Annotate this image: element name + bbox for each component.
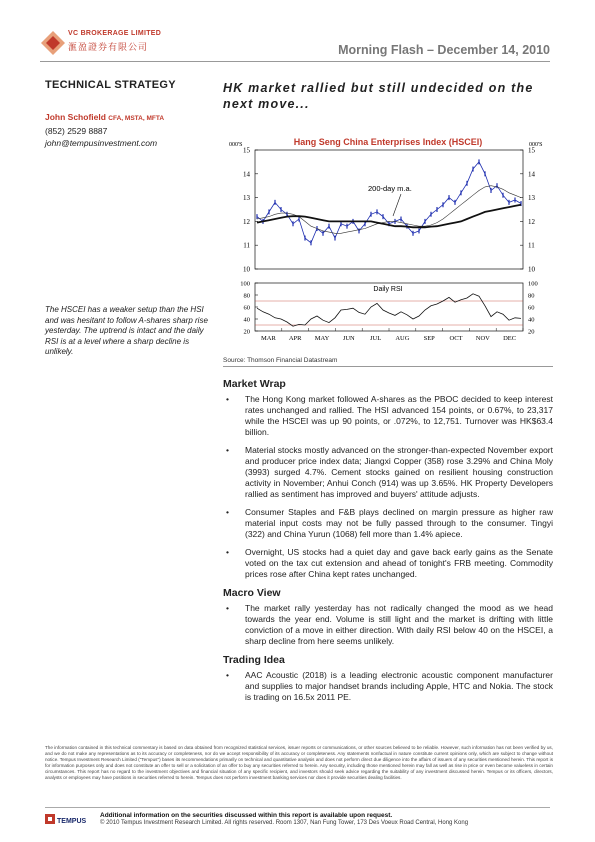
y-tick-label-right: 13 bbox=[528, 194, 535, 203]
rsi-tick-label-right: 80 bbox=[528, 292, 535, 300]
y-tick-label-left: 13 bbox=[243, 194, 250, 203]
headline: HK market rallied but still undecided on the next move... bbox=[223, 81, 534, 111]
tempus-logo-icon bbox=[45, 812, 95, 828]
y-tick-label-left: 12 bbox=[243, 217, 250, 226]
header-divider bbox=[40, 61, 550, 62]
y-tick-label-left: 14 bbox=[243, 170, 250, 179]
author-name: John Schofield bbox=[45, 112, 106, 122]
list-item: • Material stocks mostly advanced on the stronger-than-expected November export and producer price index data; Jiangxi Copper (358) rose 3.29% and China Moly (3993) surged 4.7%. Cement stocks gained on resilient housing construction activity in November; Anhui Conch (914) was up 3.65%. HK Property Developers rallied as sentiment has improved and buyers' attitude adjusts. bbox=[223, 445, 553, 500]
chart-source: Source: Thomson Financial Datastream bbox=[223, 357, 338, 364]
y-tick-label-right: 14 bbox=[528, 170, 535, 179]
footer-divider bbox=[45, 807, 550, 808]
chart-title: Hang Seng China Enterprises Index (HSCEI) bbox=[293, 137, 483, 147]
ma-annotation: 200-day m.a. bbox=[368, 184, 412, 193]
rsi-tick-label-left: 80 bbox=[243, 292, 250, 300]
company-logo bbox=[40, 28, 162, 58]
rsi-tick-label-right: 40 bbox=[528, 316, 535, 324]
source-divider bbox=[223, 366, 553, 367]
author-credentials: CFA, MSTA, MFTA bbox=[108, 115, 165, 122]
company-name: VC BROKERAGE LIMITED bbox=[68, 30, 162, 37]
footer-note: Additional information on the securities discussed within this report is available upon request. bbox=[100, 812, 393, 819]
company-name-cn: 滙盈證券有限公司 bbox=[68, 42, 149, 52]
list-item: • The market rally yesterday has not radically changed the mood as we head towards the year end. Volume is still light and the market is drifting with little conviction of a move in either direction. With daily RSI below 40 on the HSCEI, a sharp decline from here seems unlikely. bbox=[223, 603, 553, 647]
author-block bbox=[45, 111, 164, 149]
rsi-tick-label-right: 20 bbox=[528, 328, 535, 336]
rsi-tick-label-left: 100 bbox=[240, 280, 250, 288]
y-tick-label-left: 15 bbox=[243, 146, 250, 155]
y-tick-label-right: 15 bbox=[528, 146, 535, 155]
rsi-tick-label-left: 60 bbox=[243, 304, 250, 312]
month-label: JUN bbox=[342, 335, 355, 342]
tempus-logo-text: TEMPUS bbox=[57, 818, 87, 825]
market-wrap-list bbox=[223, 394, 553, 580]
rsi-tick-label-left: 20 bbox=[243, 328, 250, 336]
y-tick-label-left: 11 bbox=[243, 241, 250, 250]
y-tick-label-right: 12 bbox=[528, 217, 535, 226]
rsi-label: Daily RSI bbox=[373, 286, 403, 293]
list-item: • Consumer Staples and F&B plays declined on margin pressure as higher raw material input costs may not be fully passed through to the consumer. Tingyi (322) and China Yurun (1068) fell more than 1.4% apiece. bbox=[223, 507, 553, 540]
author-email[interactable]: john@tempusinvestment.com bbox=[45, 138, 158, 148]
month-label: APR bbox=[288, 335, 302, 342]
market-wrap-heading: Market Wrap bbox=[223, 378, 286, 390]
month-label: NOV bbox=[475, 335, 490, 342]
hscei-chart bbox=[223, 133, 553, 353]
trading-idea-list bbox=[223, 670, 553, 703]
list-item: • AAC Acoustic (2018) is a leading electronic acoustic component manufacturer and supplies to major handset brands including Apple, HTC and Nokia. The stock is trading on 16.5x 2011 PE. bbox=[223, 670, 553, 703]
chart-svg bbox=[223, 133, 553, 353]
rsi-line bbox=[257, 294, 521, 326]
author-phone: (852) 2529 8887 bbox=[45, 126, 108, 136]
main-content bbox=[223, 378, 553, 710]
y-unit-left: 000'S bbox=[229, 142, 243, 148]
y-tick-label-right: 10 bbox=[528, 265, 535, 274]
list-item: • Overnight, US stocks had a quiet day and gave back early gains as the Senate voted on the tax cut extension and ahead of tonight's FRB meeting. Commodity prices rose after China kept rates unchanged. bbox=[223, 547, 553, 580]
trading-idea-heading: Trading Idea bbox=[223, 654, 285, 666]
price-panel-frame bbox=[255, 150, 523, 269]
list-item: • The Hong Kong market followed A-shares as the PBOC decided to keep interest rates unchanged and rallied. The HSI advanced 154 points, or 0.67%, to 23,317 while the HSCEI was up 90 points, or .072%, to 12,751. Turnover was HK$63.4 billion. bbox=[223, 394, 553, 438]
month-label: JUL bbox=[369, 335, 382, 342]
month-label: SEP bbox=[423, 335, 435, 342]
y-tick-label-right: 11 bbox=[528, 241, 535, 250]
rsi-tick-label-right: 60 bbox=[528, 304, 535, 312]
macro-view-heading: Macro View bbox=[223, 587, 281, 599]
month-label: OCT bbox=[449, 335, 463, 342]
sidebar-note: The HSCEI has a weaker setup than the HSI and was hesitant to follow A-shares sharp rise yesterday. The uptrend is intact and the daily RSI is at a level where a sharp decline is unlikely. bbox=[45, 305, 208, 356]
logo-diamond-icon bbox=[40, 30, 66, 56]
rsi-tick-label-left: 40 bbox=[243, 316, 250, 324]
ma-annotation-pointer bbox=[393, 194, 401, 216]
month-label: MAY bbox=[314, 335, 330, 342]
disclaimer: The information contained in this technical commentary is based on data obtained from recognized statistical services, issuer reports or communications, or other sources believed to be reliable. However, such information has not been verified by us, and we do not make any representations as to its accuracy or completeness, nor do we accept responsibility of its accuracy or completeness. Any statements nonfactual in nature constitute current opinions only, which are subject to change without notice. Tempus Investment Research Limited ("Tempus") bases its recommendations primarily on technical and quantitative analysis and does not perform direct due diligence into the affairs of issuers of any securities mentioned herein. This report is for information purposes only and does not constitute an offer to sell or a solicitation of an offer to buy any securities referred to herein. Any security, including those mentioned herein may fall as well as rise in price or even become valueless in certain circumstances. This report has no regard to the investment objectives and financial situation of any specific recipient, and investors should seek advice regarding the suitability of any investment discussed herein. Tempus or its officers, directors, analysts or employees may have positions in securities referred to herein. Tempus does not perform investment banking services nor does it provide securities dealing facilities. bbox=[45, 745, 553, 780]
month-label: DEC bbox=[503, 335, 517, 342]
macro-view-list bbox=[223, 603, 553, 647]
y-unit-right: 000'S bbox=[529, 142, 543, 148]
y-tick-label-left: 10 bbox=[243, 265, 250, 274]
section-label: TECHNICAL STRATEGY bbox=[45, 79, 176, 91]
report-title: Morning Flash – December 14, 2010 bbox=[338, 43, 550, 57]
footer-copyright: © 2010 Tempus Investment Research Limited. All rights reserved. Room 1307, Nan Fung Tower, 173 Des Voeux Road Central, Hong Kong bbox=[100, 820, 469, 826]
tempus-logo bbox=[45, 812, 95, 828]
rsi-tick-label-right: 100 bbox=[528, 280, 538, 288]
month-label: MAR bbox=[260, 335, 276, 342]
price-line bbox=[257, 162, 521, 243]
month-label: AUG bbox=[395, 335, 410, 342]
